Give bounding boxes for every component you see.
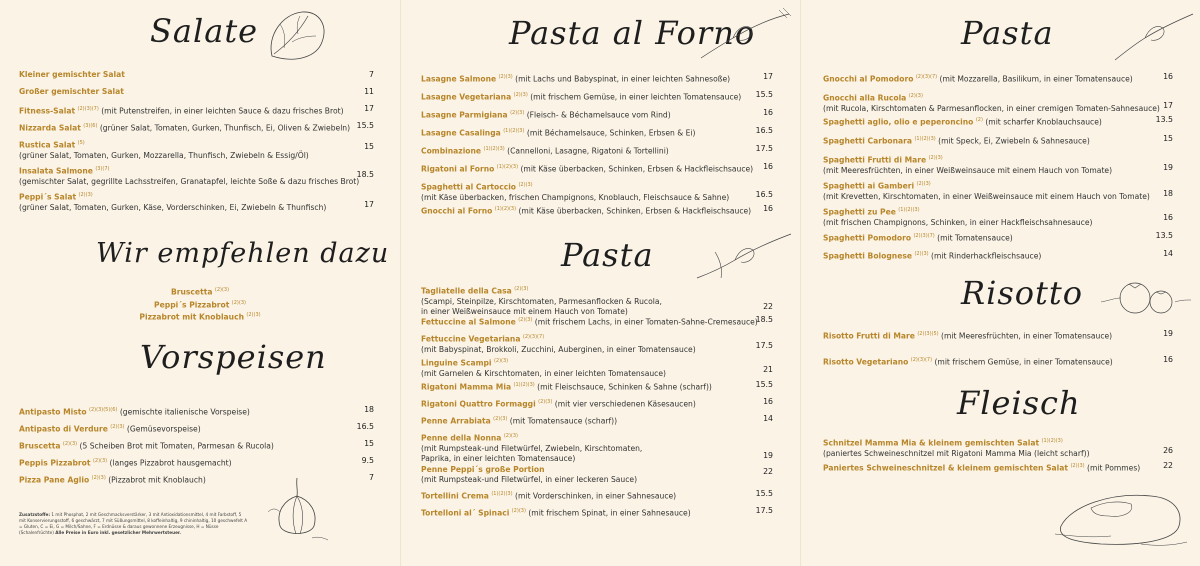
salate-heading: Salate [150, 12, 259, 50]
column-left [0, 0, 400, 566]
dish-description: (mit Meeresfrüchten, in einer Weißweinsauce mit einem Hauch von Tomate) [823, 165, 1113, 175]
dish-description: (langes Pizzabrot hausgemacht) [109, 458, 232, 468]
dish-name: Gnocchi alla Rucola [823, 93, 907, 103]
dish-description: (grüner Salat, Tomaten, Gurken, Thunfisch, Ei, Oliven & Zwiebeln) [99, 123, 351, 133]
allergen-codes: (2)(3) [62, 441, 78, 447]
dish-name: Lasagne Parmigiana [421, 110, 508, 120]
dish-description: (mit vier verschiedenen Käsesaucen) [554, 399, 696, 409]
dish-name: Penne Arrabiata [421, 416, 491, 426]
dish-name: Peppis Pizzabrot [19, 458, 91, 468]
fleisch-list [823, 436, 1173, 479]
dish-description: (mit scharfer Knoblauchsauce) [985, 117, 1102, 127]
dish-name: Combinazione [421, 146, 482, 156]
garlic-icon [262, 472, 332, 542]
list-item [19, 138, 374, 164]
list-item [421, 126, 773, 144]
dish-name: Insalata Salmone [19, 166, 93, 176]
dish-name: Spaghetti Carbonara [823, 136, 913, 146]
pasta-right-heading: Pasta [961, 14, 1054, 52]
allergen-codes: (1)(2)(3) [914, 136, 936, 142]
dish-price: 17 [763, 72, 773, 81]
dish-price: 17 [364, 200, 374, 209]
allergen-codes: (2)(3) [1070, 463, 1085, 469]
list-item [421, 465, 773, 489]
list-item [19, 405, 374, 422]
allergen-codes: (1)(2)(3) [503, 128, 525, 134]
dish-price: 18 [1163, 189, 1173, 198]
dish-description: (mit Putenstreifen, in einer leichten Sauce & dazu frisches Brot) [101, 106, 344, 116]
dish-description: (mit Tomatensauce (scharf)) [509, 416, 618, 426]
dish-description: (mit Rinderhackfleischsauce) [931, 251, 1042, 261]
list-item [19, 190, 374, 216]
dish-price: 16 [763, 397, 773, 406]
allergen-codes: (1)(2)(3) [898, 207, 920, 213]
risotto-heading: Risotto [961, 274, 1083, 312]
dish-description: (mit Meeresfrüchten, in einer Tomatensauce) [941, 331, 1113, 341]
list-item [421, 204, 773, 222]
dish-description: (mit Fleischsauce, Schinken & Sahne (scharf)) [537, 382, 712, 392]
dish-name: Kleiner gemischter Salat [19, 70, 125, 79]
dish-price: 18 [364, 405, 374, 414]
dish-name: Fettuccine al Salmone [421, 317, 516, 327]
dish-description: (mit frischem Lachs, in einer Tomaten-Sahne-Cremesauce) [534, 317, 758, 327]
allergen-codes: (2)(3)(7) [915, 74, 938, 80]
dish-price: 15.5 [356, 121, 374, 130]
allergen-codes: (2)(3) [914, 251, 929, 257]
allergen-codes: (2)(3)(5) [917, 331, 939, 337]
dish-description: (Pizzabrot mit Knoblauch) [108, 475, 206, 485]
dish-description: (mit frischem Gemüse, in einer Tomatensauce) [934, 357, 1113, 367]
list-item [421, 431, 773, 465]
dish-name: Fettuccine Vegetariana [421, 334, 521, 344]
allergen-codes: (2)(3) [928, 155, 943, 161]
allergen-codes: (1)(2)(3) [513, 382, 535, 388]
dish-price: 17.5 [755, 144, 773, 153]
dish-price: 16 [1163, 213, 1173, 222]
dish-name: Penne Peppi´s große Portion [421, 465, 545, 474]
list-item [421, 489, 773, 506]
dish-name: Spaghetti Bolognese [823, 251, 913, 261]
dish-description: (5 Scheiben Brot mit Tomaten, Parmesan & Rucola) [79, 441, 274, 451]
list-item [100, 310, 300, 323]
list-item [421, 162, 773, 180]
dish-name: Antipasto Misto [19, 407, 87, 417]
list-item [823, 231, 1173, 249]
dish-price: 16 [1163, 72, 1173, 81]
dish-name: Spaghetti zu Pee [823, 207, 896, 217]
note-title: Zusatzstoffe: [19, 512, 51, 517]
dish-description: Paprika, in einer leichten Tomatensauce) [421, 453, 576, 463]
dish-price: 15.5 [755, 489, 773, 498]
dish-description: (mit Rumpsteak-und Filetwürfel, Zwiebeln, Kirschtomaten, [421, 443, 643, 453]
dish-description: (mit Pommes) [1087, 463, 1141, 473]
fork-pasta-icon [1111, 10, 1196, 66]
list-item [19, 422, 374, 439]
list-item [421, 414, 773, 431]
allergen-codes: (2)(3) [510, 110, 525, 116]
dish-price: 16 [1163, 355, 1173, 364]
dish-name: Bruscetta [19, 441, 61, 451]
list-item [421, 90, 773, 108]
dish-name: Tagliatelle della Casa [421, 286, 512, 296]
dish-price: 11 [364, 87, 374, 96]
list-item [823, 436, 1173, 461]
dish-name: Antipasto di Verdure [19, 424, 108, 434]
dish-price: 18.5 [755, 315, 773, 324]
note-bold: Alle Preise in Euro inkl. gesetzlicher Mehrwertsteuer. [55, 530, 181, 535]
dish-description: (Fleisch- & Béchamelsauce vom Rind) [526, 110, 671, 120]
dish-description: (mit Käse überbacken, Schinken, Erbsen & Hackfleischsauce) [520, 164, 754, 174]
dish-description: (mit frischem Gemüse, in einer leichten Tomatensauce) [530, 92, 742, 102]
list-item [823, 72, 1173, 91]
dish-price: 17 [364, 104, 374, 113]
dish-price: 7 [369, 70, 374, 79]
list-item [19, 87, 374, 104]
list-item [823, 355, 1173, 373]
list-item [19, 439, 374, 456]
dish-name: Großer gemischter Salat [19, 87, 124, 96]
list-item [823, 134, 1173, 153]
dish-description: (mit frischem Spinat, in einer Sahnesauce) [528, 508, 691, 518]
allergen-codes: (2)(3) [513, 92, 528, 98]
list-item [19, 164, 374, 190]
dish-name: Rigatoni Quattro Formaggi [421, 399, 536, 409]
dish-price: 17.5 [755, 341, 773, 350]
dish-price: 16 [763, 108, 773, 117]
pasta-mid-list [421, 284, 773, 523]
dish-name: Penne della Nonna [421, 433, 502, 443]
list-item [100, 285, 300, 298]
list-item [421, 356, 773, 380]
allergen-codes: (1)(2)(3) [483, 146, 505, 152]
dish-price: 15 [364, 142, 374, 151]
dish-price: 17.5 [755, 506, 773, 515]
allergen-codes: (2)(3) [493, 358, 509, 364]
list-item [19, 456, 374, 473]
list-item [823, 115, 1173, 134]
dish-price: 15 [364, 439, 374, 448]
dish-name: Lasagne Vegetariana [421, 92, 512, 102]
list-item [421, 72, 773, 90]
dish-name: Rustica Salat [19, 140, 76, 150]
allergen-codes: (1)(2)(3) [1041, 438, 1063, 444]
lettuce-icon [262, 6, 332, 68]
allergen-codes: (2)(3)(5)(6) [89, 407, 118, 413]
allergen-codes: (2)(3) [493, 416, 508, 422]
dish-name: Bruscetta [170, 287, 213, 297]
allergen-codes: (1)(2)(3) [491, 491, 513, 497]
dish-description: (mit Béchamelsauce, Schinken, Erbsen & Ei) [526, 128, 696, 138]
dish-description: (mit Garnelen & Kirschtomaten, in einer leichten Tomatensauce) [421, 368, 666, 378]
dish-name: Paniertes Schweineschnitzel & kleinem gemischten Salat [823, 463, 1069, 473]
dish-description: (Scampi, Steinpilze, Kirschtomaten, Parmesanflocken & Rucola, [421, 296, 662, 306]
dish-description: (mit Krevetten, Kirschtomaten, in einer Weißweinsauce mit einem Hauch von Tomate) [823, 191, 1150, 201]
dish-description: (mit Mozzarella, Basilikum, in einer Tomatensauce) [939, 74, 1133, 84]
dish-price: 16.5 [356, 422, 374, 431]
list-item [823, 91, 1173, 115]
vorspeisen-heading: Vorspeisen [140, 338, 327, 376]
allergen-codes: (2)(3)(7) [77, 106, 99, 112]
dish-price: 15.5 [755, 380, 773, 389]
dish-name: Risotto Frutti di Mare [823, 331, 915, 341]
allergen-codes: (1)(2)(3) [496, 164, 519, 170]
salate-list [19, 70, 374, 216]
list-item [823, 249, 1173, 267]
allergen-codes: (2)(3) [518, 317, 533, 323]
allergen-codes: (2)(3)(7) [522, 334, 545, 340]
additives-note [19, 512, 249, 536]
dish-description: (gemischte italienische Vorspeise) [119, 407, 250, 417]
dish-price: 14 [1163, 249, 1173, 258]
column-right [800, 0, 1200, 566]
allergen-codes: (2)(3)(7) [913, 233, 935, 239]
allergen-codes: (2)(3) [231, 299, 246, 306]
allergen-codes: (2)(3)(7) [910, 357, 933, 363]
dish-price: 16.5 [755, 190, 773, 199]
list-item [823, 179, 1173, 205]
tomato-icon [1101, 272, 1191, 318]
fleisch-heading: Fleisch [957, 384, 1081, 422]
dish-description: (mit Rumpsteak-und Filetwürfel, in einer leckeren Sauce) [421, 475, 638, 484]
dish-name: Lasagne Casalinga [421, 128, 501, 138]
dish-price: 16.5 [755, 126, 773, 135]
dish-price: 26 [1163, 446, 1173, 455]
dish-name: Spaghetti al Cartoccio [421, 182, 517, 192]
dish-price: 21 [763, 365, 773, 374]
list-item [421, 332, 773, 356]
list-item [823, 153, 1173, 179]
dish-description: (mit frischen Champignons, Schinken, in einer Hackfleischsahnesauce) [823, 217, 1093, 227]
dish-description: in einer Weißweinsauce mit einem Hauch von Tomate) [421, 306, 628, 316]
dish-description: (mit Käse überbacken, frischen Champignons, Knoblauch, Fleischsauce & Sahne) [421, 192, 730, 202]
dish-price: 16 [763, 162, 773, 171]
list-item [421, 315, 773, 332]
dish-description: (Gemüsevorspeise) [126, 424, 201, 434]
dish-name: Rigatoni al Forno [421, 164, 495, 174]
list-item [823, 461, 1173, 479]
allergen-codes: (2)(3) [78, 192, 93, 198]
list-item [421, 380, 773, 397]
dish-description: (Cannelloni, Lasagne, Rigatoni & Tortellini) [507, 146, 669, 156]
dish-description: (grüner Salat, Tomaten, Gurken, Mozzarella, Thunfisch, Zwiebeln & Essig/Öl) [19, 150, 309, 160]
list-item [421, 284, 773, 315]
dish-price: 9.5 [361, 456, 374, 465]
dish-price: 22 [763, 302, 773, 311]
dish-description: (gemischter Salat, gegrillte Lachsstreifen, Granatapfel, leichte Soße & dazu frisches Brot) [19, 176, 360, 186]
dish-description: (grüner Salat, Tomaten, Gurken, Käse, Vorderschinken, Ei, Zwiebeln & Thunfisch) [19, 202, 327, 212]
allergen-codes: (2)(3) [916, 181, 931, 187]
recommend-list [100, 285, 300, 323]
dish-name: Peppi´s Pizzabrot [154, 300, 230, 310]
dish-price: 16 [763, 204, 773, 213]
dish-price: 17 [1163, 101, 1173, 110]
allergen-codes: (2)(3) [91, 475, 106, 481]
dish-name: Pizzabrot mit Knoblauch [139, 312, 244, 322]
allergen-codes: (2)(3) [908, 93, 923, 99]
dish-name: Spaghetti ai Gamberi [823, 181, 915, 191]
dish-name: Gnocchi al Pomodoro [823, 74, 914, 84]
dish-name: Pizza Pane Aglio [19, 475, 90, 485]
dish-name: Lasagne Salmone [421, 74, 497, 84]
allergen-codes: (5) [77, 140, 85, 146]
dish-price: 15.5 [755, 90, 773, 99]
allergen-codes: (2) [975, 117, 983, 123]
steak-icon [1051, 486, 1191, 552]
dish-name: Schnitzel Mamma Mia & kleinem gemischten Salat [823, 438, 1040, 448]
dish-name: Spaghetti Pomodoro [823, 233, 912, 243]
dish-description: (mit Babyspinat, Brokkoli, Zucchini, Auberginen, in einer Tomatensauce) [421, 344, 696, 354]
dish-description: (mit Käse überbacken, Schinken, Erbsen & Hackfleischsauce) [518, 206, 752, 216]
list-item [19, 104, 374, 121]
list-item [19, 70, 374, 87]
allergen-codes: (2)(3) [511, 508, 526, 514]
pasta-forno-list [421, 72, 773, 222]
allergen-codes: (2)(3) [538, 399, 553, 405]
column-middle [400, 0, 801, 566]
dish-name: Tortelloni al´ Spinaci [421, 508, 510, 518]
risotto-list [823, 329, 1173, 373]
list-item [823, 329, 1173, 355]
allergen-codes: (2)(3) [518, 182, 533, 188]
fork-pasta-icon [691, 228, 796, 288]
pasta-forno-heading: Pasta al Forno [509, 14, 756, 52]
dish-name: Nizzarda Salat [19, 123, 81, 133]
dish-name: Fitness-Salat [19, 106, 76, 116]
list-item [100, 298, 300, 311]
dish-description: (mit Vorderschinken, in einer Sahnesauce) [514, 491, 677, 501]
allergen-codes: (2)(3) [514, 286, 529, 292]
dish-description: (mit Tomatensauce) [937, 233, 1013, 243]
list-item [19, 121, 374, 138]
dish-price: 18.5 [356, 170, 374, 179]
allergen-codes: (2)(3) [246, 312, 261, 319]
list-item [421, 180, 773, 204]
allergen-codes: (2)(3) [92, 458, 108, 464]
dish-name: Gnocchi al Forno [421, 206, 493, 216]
dish-price: 19 [1163, 329, 1173, 338]
dish-description: (mit Lachs und Babyspinat, in einer leichten Sahnesoße) [515, 74, 731, 84]
fork-pasta-icon [693, 8, 793, 64]
list-item [421, 506, 773, 523]
allergen-codes: (2)(3) [503, 433, 518, 439]
dish-price: 22 [763, 467, 773, 476]
allergen-codes: (3)(6) [83, 123, 98, 129]
dish-price: 14 [763, 414, 773, 423]
dish-name: Spaghetti Frutti di Mare [823, 155, 927, 165]
dish-price: 22 [1163, 461, 1173, 470]
dish-name: Risotto Vegetariano [823, 357, 909, 367]
dish-price: 13.5 [1155, 115, 1173, 124]
allergen-codes: (1)(2)(3) [494, 206, 517, 212]
note-text: 1 mit Phosphat, 2 mit Geschmacksverstärker, 3 mit Antioxidationsmittel, 4 mit Farbstoff, 5 mit Konservierungsstoff, 6 geschwärzt, 7 mit Süßungsmittel, 8 koffeinhaltig, 9 chininhaltig, 10 geschwefelt A = Gluten, C = Ei, G = Milch/Sahne, F = Erdnüsse & daraus gewonnene Erzeugnisse, H = Nüsse (Schalenfrüchte) [19, 512, 248, 535]
allergen-codes: (2)(3) [498, 74, 513, 80]
empfehlen-heading: Wir empfehlen dazu [96, 238, 390, 269]
dish-price: 13.5 [1155, 231, 1173, 240]
allergen-codes: (3)(7) [95, 166, 110, 172]
dish-name: Rigatoni Mamma Mia [421, 382, 512, 392]
dish-price: 15 [1163, 134, 1173, 143]
list-item [421, 108, 773, 126]
dish-price: 7 [369, 473, 374, 482]
pasta-right-list [823, 72, 1173, 267]
dish-price: 19 [763, 451, 773, 460]
dish-description: (mit Speck, Ei, Zwiebeln & Sahnesauce) [938, 136, 1090, 146]
dish-name: Peppi´s Salat [19, 192, 77, 202]
dish-name: Linguine Scampi [421, 358, 492, 368]
list-item [823, 205, 1173, 231]
dish-name: Tortellini Crema [421, 491, 489, 501]
pasta-mid-heading: Pasta [561, 236, 654, 274]
list-item [421, 144, 773, 162]
dish-name: Spaghetti aglio, olio e peperoncino [823, 117, 974, 127]
list-item [421, 397, 773, 414]
dish-description: (mit Rucola, Kirschtomaten & Parmesanflocken, in einer cremigen Tomaten-Sahnesauce) [823, 103, 1160, 113]
allergen-codes: (2)(3) [110, 424, 125, 430]
dish-price: 19 [1163, 163, 1173, 172]
dish-description: (paniertes Schweineschnitzel mit Rigatoni Mamma Mia (leicht scharf)) [823, 448, 1090, 458]
allergen-codes: (2)(3) [214, 287, 230, 293]
